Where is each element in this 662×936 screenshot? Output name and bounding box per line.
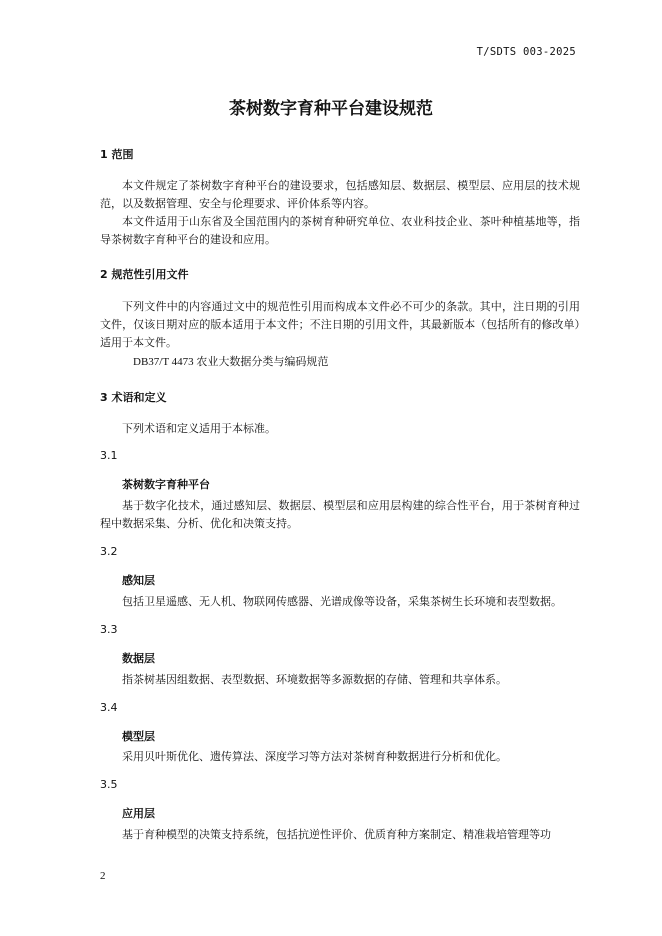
section-heading-scope: 1 范围 [100, 148, 134, 161]
term-definition: 基于数字化技术，通过感知层、数据层、模型层和应用层构建的综合性平台，用于茶树育种过程中数据采集、分析、优化和决策支持。 [100, 500, 580, 530]
term-definition: 基于育种模型的决策支持系统，包括抗逆性评价、优质育种方案制定、精准栽培管理等功 [122, 829, 551, 841]
term-name: 茶树数字育种平台 [122, 478, 210, 491]
term-definition: 包括卫星遥感、无人机、物联网传感器、光谱成像等设备，采集茶树生长环境和表型数据。 [122, 596, 562, 608]
term-name: 感知层 [122, 574, 155, 587]
term-name: 应用层 [122, 807, 155, 820]
references-paragraph: 下列文件中的内容通过文中的规范性引用而构成本文件必不可少的条款。其中，注日期的引用文件，仅该日期对应的版本适用于本文件；不注日期的引用文件，其最新版本（包括所有的修改单）适用于本文件。 [100, 301, 580, 349]
term-number: 3.2 [100, 545, 118, 558]
document-title: 茶树数字育种平台建设规范 [229, 99, 433, 119]
section-heading-terms: 3 术语和定义 [100, 391, 167, 404]
scope-paragraph-2: 本文件适用于山东省及全国范围内的茶树育种研究单位、农业科技企业、茶叶种植基地等，指导茶树数字育种平台的建设和应用。 [100, 216, 580, 246]
term-definition: 采用贝叶斯优化、遗传算法、深度学习等方法对茶树育种数据进行分析和优化。 [122, 751, 507, 763]
term-number: 3.4 [100, 701, 118, 714]
term-number: 3.1 [100, 449, 118, 462]
reference-item: DB37/T 4473 农业大数据分类与编码规范 [133, 356, 329, 368]
term-number: 3.3 [100, 623, 118, 636]
scope-paragraph-1: 本文件规定了茶树数字育种平台的建设要求，包括感知层、数据层、模型层、应用层的技术规范，以及数据管理、安全与伦理要求、评价体系等内容。 [100, 180, 580, 210]
term-name: 模型层 [122, 730, 155, 743]
term-name: 数据层 [122, 652, 155, 665]
term-definition: 指茶树基因组数据、表型数据、环境数据等多源数据的存储、管理和共享体系。 [122, 674, 507, 686]
page-number: 2 [100, 870, 106, 882]
term-number: 3.5 [100, 778, 118, 791]
section-heading-normative-references: 2 规范性引用文件 [100, 268, 189, 281]
document-number: T/SDTS 003-2025 [476, 46, 576, 58]
terms-intro: 下列术语和定义适用于本标准。 [122, 423, 276, 435]
